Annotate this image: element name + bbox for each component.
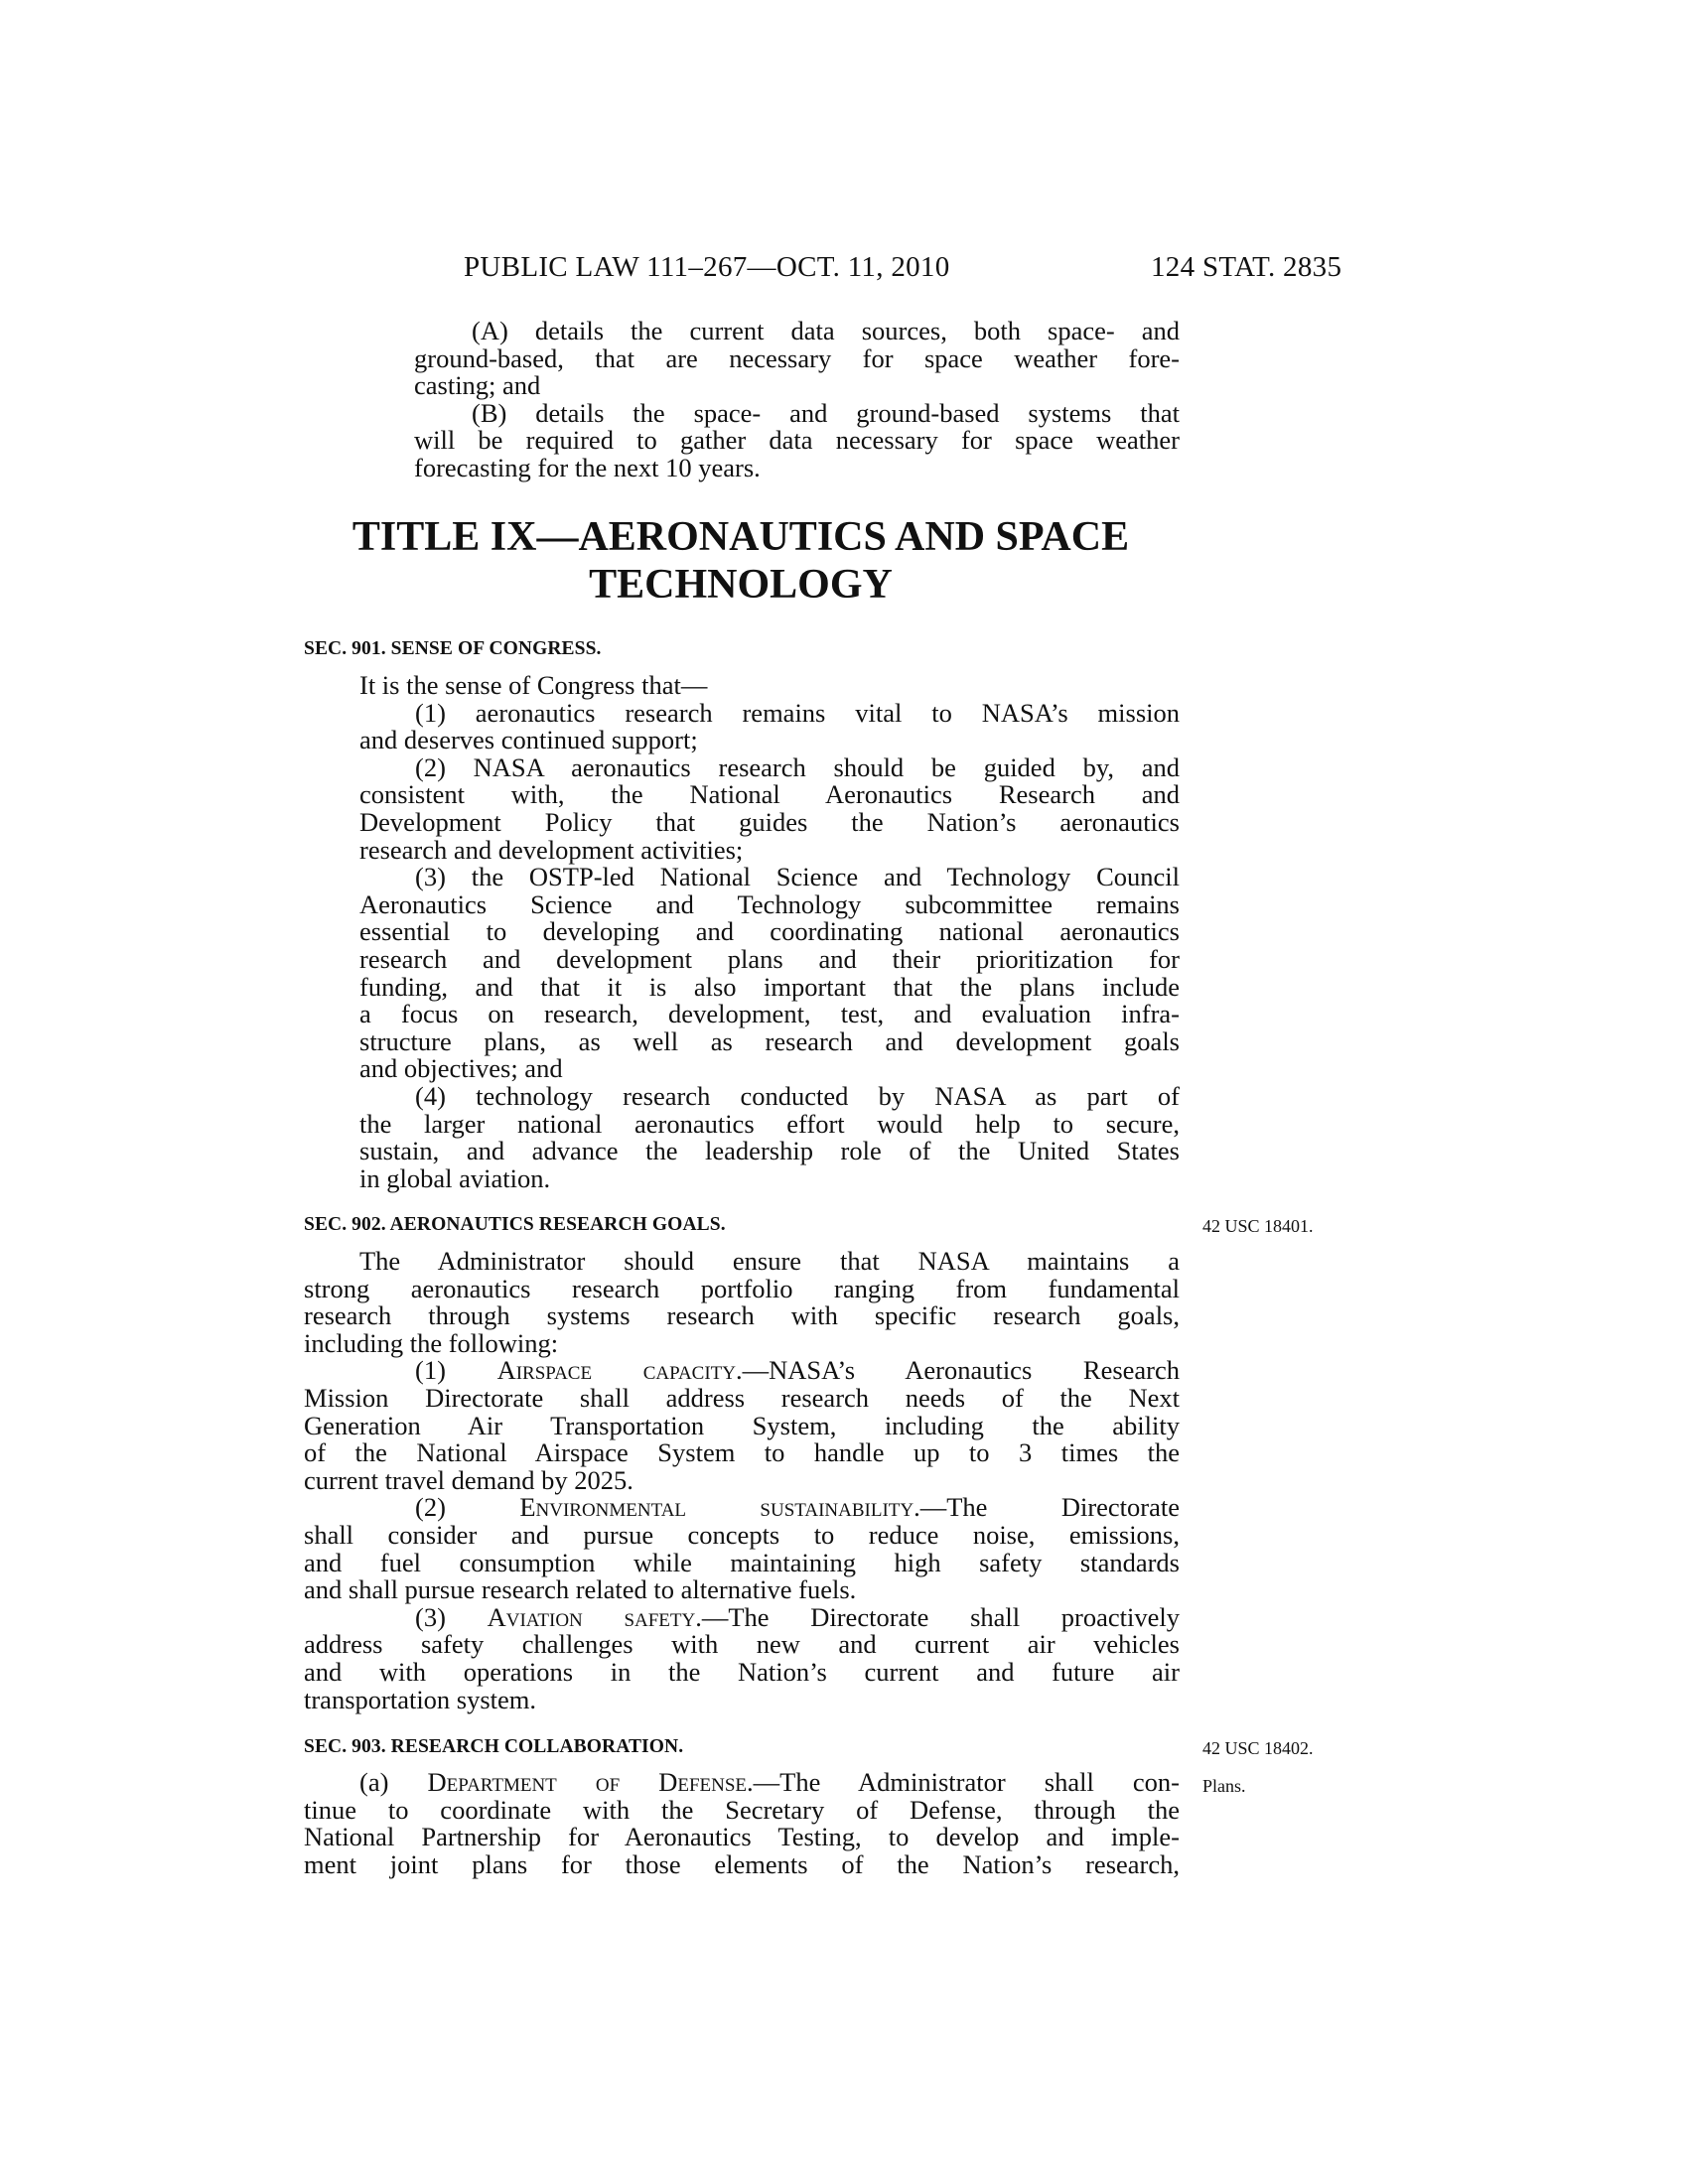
sec-902-line: including the following: bbox=[304, 1327, 559, 1358]
sec-901-line: structure plans, as well as research and development goals bbox=[359, 1025, 1180, 1056]
item-number: (3) bbox=[415, 1601, 446, 1632]
para-heading: Department of Defense bbox=[427, 1767, 748, 1797]
sec-901-line: sustain, and advance the leadership role of the United States bbox=[359, 1136, 1180, 1166]
item-heading: Environmental sustainability bbox=[519, 1492, 914, 1523]
sec-902-line: Mission Directorate shall address research needs of the Next bbox=[304, 1382, 1180, 1413]
sec-901-line: in global aviation. bbox=[359, 1162, 551, 1193]
sec-901-line: research and development plans and their prioritization for bbox=[359, 943, 1180, 974]
item-text: .—The Directorate bbox=[914, 1492, 1181, 1523]
sec-902-item-3 bbox=[304, 1601, 1181, 1632]
sec-902-line: Generation Air Transportation System, including the ability bbox=[304, 1410, 1180, 1440]
sec-903-margin-note: 42 USC 18402. bbox=[1202, 1738, 1314, 1758]
sec-901-line: (1) aeronautics research remains vital to NASA’s mission bbox=[415, 697, 1180, 728]
top-line: casting; and bbox=[414, 370, 541, 401]
sec-902-line: transportation system. bbox=[304, 1684, 537, 1714]
sec-902-line: strong aeronautics research portfolio ranging from fundamental bbox=[304, 1273, 1180, 1303]
sec-901-line: It is the sense of Congress that— bbox=[359, 670, 708, 700]
sec-903-line: ment joint plans for those elements of the Nation’s research, bbox=[304, 1848, 1180, 1879]
title-line-2: TECHNOLOGY bbox=[589, 562, 893, 608]
para-text: .—The Administrator shall con- bbox=[747, 1767, 1180, 1797]
sec-903-body bbox=[304, 1769, 1180, 1878]
sec-902-item-1 bbox=[304, 1357, 1180, 1385]
sec-901-line: research and development activities; bbox=[359, 834, 744, 865]
item-number: (1) bbox=[415, 1355, 446, 1386]
title-line-1: TITLE IX—AERONAUTICS AND SPACE bbox=[352, 514, 1130, 560]
top-block bbox=[414, 318, 1180, 482]
sec-902-line: The Administrator should ensure that NASA maintains a bbox=[359, 1246, 1180, 1276]
sec-902-item-2 bbox=[304, 1494, 1180, 1522]
sec-903-line: tinue to coordinate with the Secretary of Defense, through the bbox=[304, 1794, 1180, 1825]
sec-903-margin-note-plans: Plans. bbox=[1202, 1776, 1246, 1796]
sec-902-line: shall consider and pursue concepts to reduce noise, emissions, bbox=[304, 1519, 1180, 1550]
sec-901-line: Development Policy that guides the Nation’s aeronautics bbox=[359, 806, 1180, 837]
para-number: (a) bbox=[359, 1767, 389, 1797]
sec-902-margin-note: 42 USC 18401. bbox=[1202, 1216, 1314, 1236]
sec-901-line: (3) the OSTP-led National Science and Technology Council bbox=[415, 862, 1180, 892]
top-line: forecasting for the next 10 years. bbox=[414, 452, 761, 482]
sec-903-para-a bbox=[304, 1769, 1180, 1797]
running-header-right: 124 STAT. 2835 bbox=[1151, 251, 1342, 283]
sec-902-heading: SEC. 902. AERONAUTICS RESEARCH GOALS. bbox=[304, 1214, 726, 1235]
item-heading: Airspace capacity bbox=[496, 1355, 737, 1386]
sec-901-line: and objectives; and bbox=[359, 1053, 563, 1084]
sec-901-heading: SEC. 901. SENSE OF CONGRESS. bbox=[304, 638, 602, 659]
sec-902-line: of the National Airspace System to handle up to 3 times the bbox=[304, 1437, 1180, 1468]
top-line: will be required to gather data necessary for space weather bbox=[414, 425, 1180, 456]
item-text: .—The Directorate shall proactively bbox=[695, 1601, 1181, 1632]
sec-902-line: and shall pursue research related to alternative fuels. bbox=[304, 1574, 857, 1605]
top-line: (A) details the current data sources, both space- and bbox=[472, 316, 1180, 345]
running-header-left: PUBLIC LAW 111–267—OCT. 11, 2010 bbox=[464, 251, 950, 283]
sec-902-line: research through systems research with specific research goals, bbox=[304, 1300, 1180, 1331]
sec-902-line: and fuel consumption while maintaining high safety standards bbox=[304, 1547, 1180, 1577]
top-line: ground-based, that are necessary for space weather fore- bbox=[414, 342, 1180, 373]
sec-902-line: address safety challenges with new and current air vehicles bbox=[304, 1629, 1180, 1660]
sec-901-line: (4) technology research conducted by NASA as part of bbox=[415, 1080, 1180, 1111]
sec-901-line: consistent with, the National Aeronautics Research and bbox=[359, 779, 1180, 810]
sec-901-line: the larger national aeronautics effort would help to secure, bbox=[359, 1108, 1180, 1139]
sec-901-line: and deserves continued support; bbox=[359, 725, 698, 755]
sec-902-line: current travel demand by 2025. bbox=[304, 1464, 633, 1495]
item-text: .—NASA’s Aeronautics Research bbox=[736, 1355, 1181, 1386]
sec-902-line: and with operations in the Nation’s current and future air bbox=[304, 1656, 1180, 1687]
item-number: (2) bbox=[415, 1492, 446, 1523]
sec-901-line: Aeronautics Science and Technology subcommittee remains bbox=[359, 888, 1180, 919]
sec-903-heading: SEC. 903. RESEARCH COLLABORATION. bbox=[304, 1736, 684, 1757]
sec-903-line: National Partnership for Aeronautics Testing, to develop and imple- bbox=[304, 1822, 1180, 1852]
top-line: (B) details the space- and ground-based systems that bbox=[472, 397, 1180, 428]
sec-901-line: funding, and that it is also important that the plans include bbox=[359, 971, 1180, 1002]
sec-902-body bbox=[304, 1248, 1180, 1713]
sec-901-body bbox=[359, 672, 1180, 1192]
sec-901-line: essential to developing and coordinating national aeronautics bbox=[359, 916, 1180, 947]
sec-901-line: a focus on research, development, test, and evaluation infra- bbox=[359, 999, 1180, 1029]
sec-901-line: (2) NASA aeronautics research should be guided by, and bbox=[415, 751, 1180, 782]
item-heading: Aviation safety bbox=[487, 1601, 696, 1632]
